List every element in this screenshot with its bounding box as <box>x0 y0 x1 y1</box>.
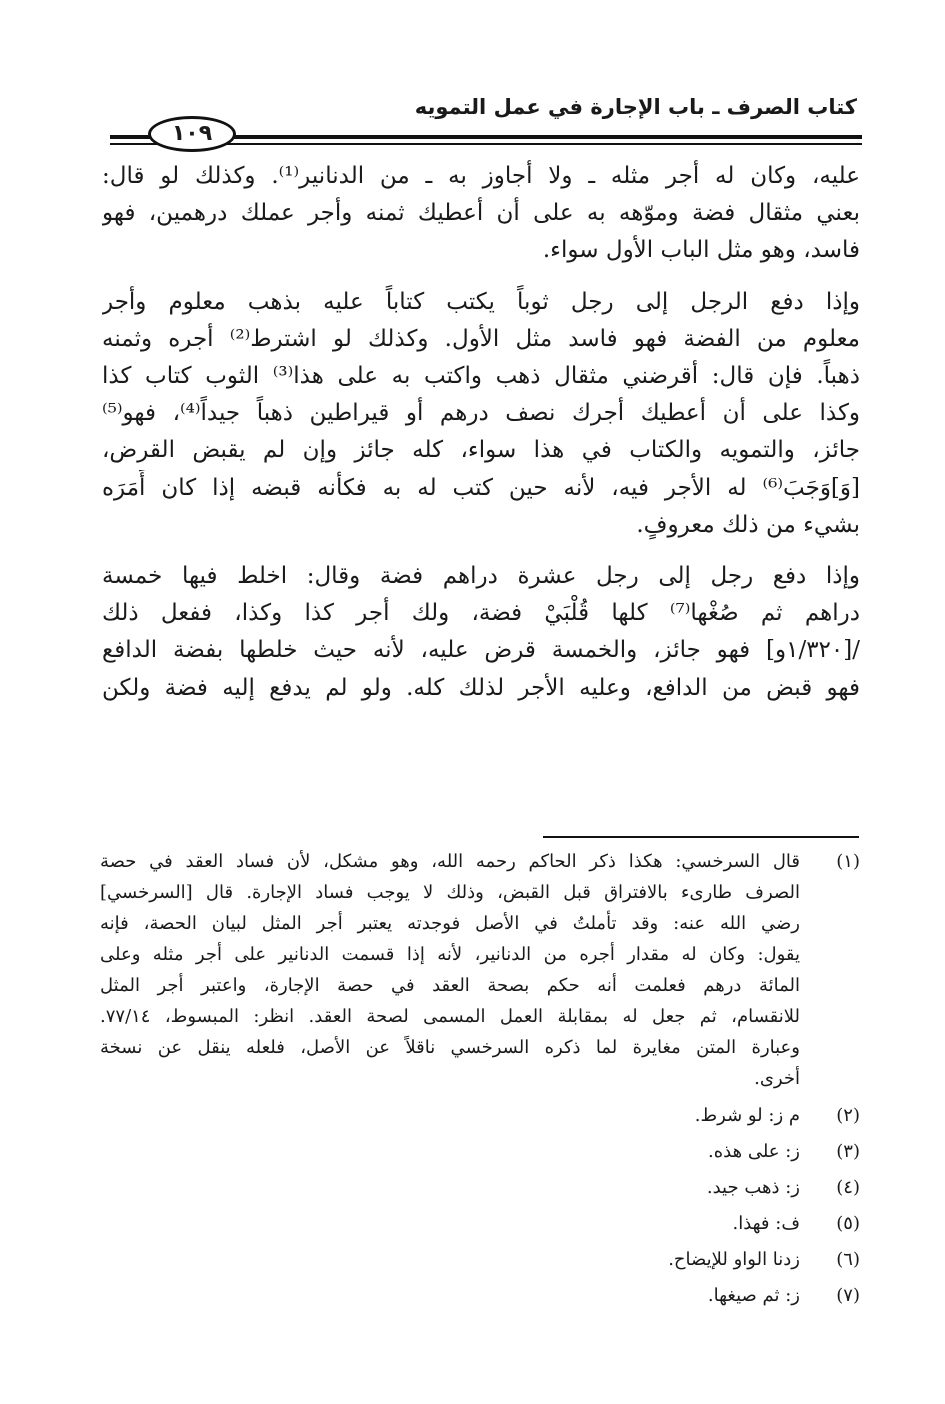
text-line: ذهباً. فإن قال: أقرضني مثقال ذهب واكتب به على هذا⁽³⁾ الثوب كتاب كذا <box>102 363 860 390</box>
text-line: [وَ]وَجَبَ⁽⁶⁾ له الأجر فيه، لأنه حين كتب له به فكأنه قبضه إذا كان أَمَرَه <box>102 474 860 501</box>
footnote-text: ف: فهذا. <box>732 1213 800 1234</box>
paragraph-3 <box>102 558 860 707</box>
footnote-5 <box>100 1210 860 1238</box>
footnote-text: زدنا الواو للإيضاح. <box>668 1249 800 1270</box>
footnote-text: ز: ثم صيغها. <box>707 1285 800 1306</box>
footnote-4 <box>100 1174 860 1202</box>
text-line: عليه، وكان له أجر مثله ـ ولا أجاوز به ـ من الدنانير⁽¹⁾. وكذلك لو قال: <box>102 163 860 189</box>
footnote-number: (٤) <box>836 1177 860 1198</box>
footnote-body <box>100 846 800 1094</box>
footnote-line: الصرف طارىء بالافتراق قبل القبض، وذلك لا يوجب فساد الإجارة. قال [السرخسي] <box>100 882 800 903</box>
text-line: جائز، والتمويه والكتاب في هذا سواء، كله جائز وإن لم يقبض القرض، <box>102 437 860 464</box>
footnote-line: أخرى. <box>754 1068 800 1089</box>
footnote-number: (٧) <box>836 1285 860 1306</box>
main-text <box>102 158 860 721</box>
footnote-2 <box>100 1102 860 1130</box>
footnotes <box>100 846 860 1310</box>
text-line: وكذا على أن أعطيك أجرك نصف درهم أو قيراطين ذهباً جيداً⁽⁴⁾، فهو⁽⁵⁾ <box>102 400 860 427</box>
running-title: كتاب الصرف ـ باب الإجارة في عمل التمويه <box>414 95 857 119</box>
footnote-1 <box>100 846 860 1094</box>
footnote-6 <box>100 1246 860 1274</box>
text-line: فاسد، وهو مثل الباب الأول سواء. <box>542 237 860 264</box>
footnote-3 <box>100 1138 860 1166</box>
footnote-line: قال السرخسي: هكذا ذكر الحاكم رحمه الله، وهو مشكل، لأن فساد العقد في حصة <box>100 851 800 872</box>
text-line: معلوم من الفضة فهو فاسد مثل الأول. وكذلك لو اشترط⁽²⁾ أجره وثمنه <box>102 325 860 352</box>
page-number: ١٠٩ <box>171 121 213 146</box>
footnote-7 <box>100 1282 860 1310</box>
text-line: بشيء من ذلك معروفٍ. <box>636 511 860 538</box>
footnote-line: المائة درهم فعلمت أنه حكم بصحة العقد في حصة الإجارة، واعتبر أجر المثل <box>100 975 800 996</box>
paragraph-2 <box>102 284 860 544</box>
footnote-line: للانقسام، ثم جعل له بمقابلة العمل المسمى لصحة العقد. انظر: المبسوط، ٧٧/١٤. <box>100 1006 800 1027</box>
footnote-line: رضي الله عنه: وقد تأملتُ في الأصل فوجدته يعتبر أجر المثل لبيان الحصة، فإنه <box>100 913 800 934</box>
footnote-number: (٥) <box>836 1213 860 1234</box>
text-line: وإذا دفع الرجل إلى رجل ثوباً يكتب كتاباً عليه بذهب معلوم وأجر <box>102 288 860 315</box>
text-line: فهو قبض من الدافع، وعليه الأجر لذلك كله. ولو لم يدفع إليه فضة ولكن <box>102 674 860 701</box>
paragraph-1 <box>102 158 860 270</box>
text-line: /[١/٣٢٠و] فهو جائز، والخمسة قرض عليه، لأنه حيث خلطها بفضة الدافع <box>102 637 860 664</box>
footnote-number: (١) <box>836 851 860 872</box>
footnote-number: (٦) <box>836 1249 860 1270</box>
text-line: وإذا دفع رجل إلى رجل عشرة دراهم فضة وقال: اخلط فيها خمسة <box>102 563 860 590</box>
footnote-text: ز: ذهب جيد. <box>706 1177 800 1198</box>
footnote-line: وعبارة المتن مغايرة لما ذكره السرخسي ناقلاً عن الأصل، فلعله ينقل عن نسخة <box>100 1037 800 1058</box>
footnote-line: يقول: وكان له مقدار أجره من الدنانير، لأنه إذا قسمت الدنانير على أجر مثله وعلى <box>100 944 800 965</box>
text-line: بعني مثقال فضة وموّهه به على أن أعطيك ثمنه وأجر عملك درهمين، فهو <box>102 200 860 227</box>
page-number-badge <box>148 116 236 152</box>
footnote-number: (٣) <box>836 1141 860 1162</box>
footnote-separator <box>543 836 859 838</box>
footnote-text: ز: على هذه. <box>708 1141 800 1162</box>
footnote-text: م ز: لو شرط. <box>694 1105 800 1126</box>
footnote-number: (٢) <box>836 1105 860 1126</box>
text-line: دراهم ثم صُغْها⁽⁷⁾ كلها قُلْبَيْ فضة، ولك أجر كذا وكذا، ففعل ذلك <box>102 600 860 627</box>
